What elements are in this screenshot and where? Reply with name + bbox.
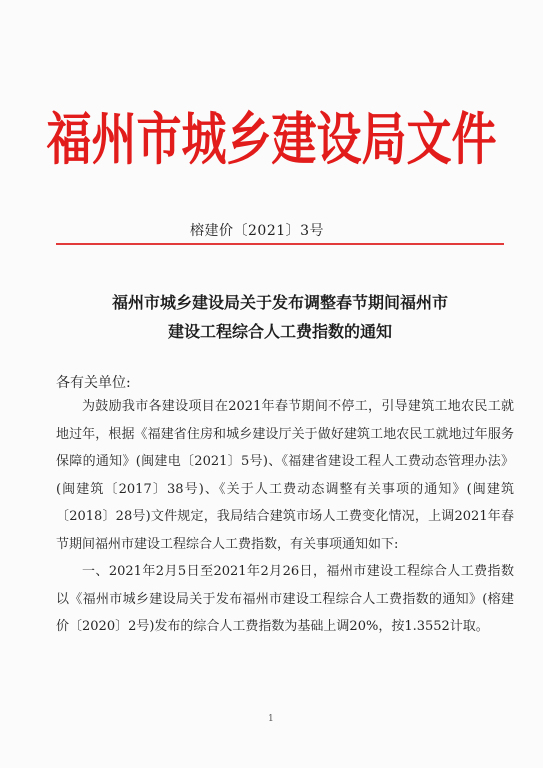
page-number: 1 xyxy=(268,714,274,724)
red-divider-line xyxy=(56,243,504,245)
document-number: 榕建价〔2021〕3号 xyxy=(190,223,325,239)
body-paragraph-2: 一、2021年2月5日至2021年2月26日，福州市建设工程综合人工费指数以《福州市城乡建设局关于发布福州市建设工程综合人工费指数的通知》(榕建价〔2020〕2号)发布的综合人工费指数为基础上调20%，按1.3552计取。 xyxy=(56,564,514,634)
notice-body xyxy=(56,393,514,641)
issuer-header-title: 福州市城乡建设局文件 xyxy=(46,105,497,172)
salutation: 各有关单位: xyxy=(56,375,131,391)
notice-title xyxy=(56,288,504,346)
notice-title-line-1: 福州市城乡建设局关于发布调整春节期间福州市 xyxy=(111,293,448,312)
body-paragraph-1: 为鼓励我市各建设项目在2021年春节期间不停工，引导建筑工地农民工就地过年，根据《福建省住房和城乡建设厅关于做好建筑工地农民工就地过年服务保障的通知》(闽建电〔2021〕5号)、《福建省建设工程人工费动态管理办法》(闽建筑〔2017〕38号)、《关于人工费动态调整有关事项的通知》(闽建筑〔2018〕28号)文件规定，我局结合建筑市场人工费变化情况，上调2021年春节期间福州市建设工程综合人工费指数，有关事项通知如下: xyxy=(56,399,514,552)
notice-title-line-2: 建设工程综合人工费指数的通知 xyxy=(167,322,392,341)
